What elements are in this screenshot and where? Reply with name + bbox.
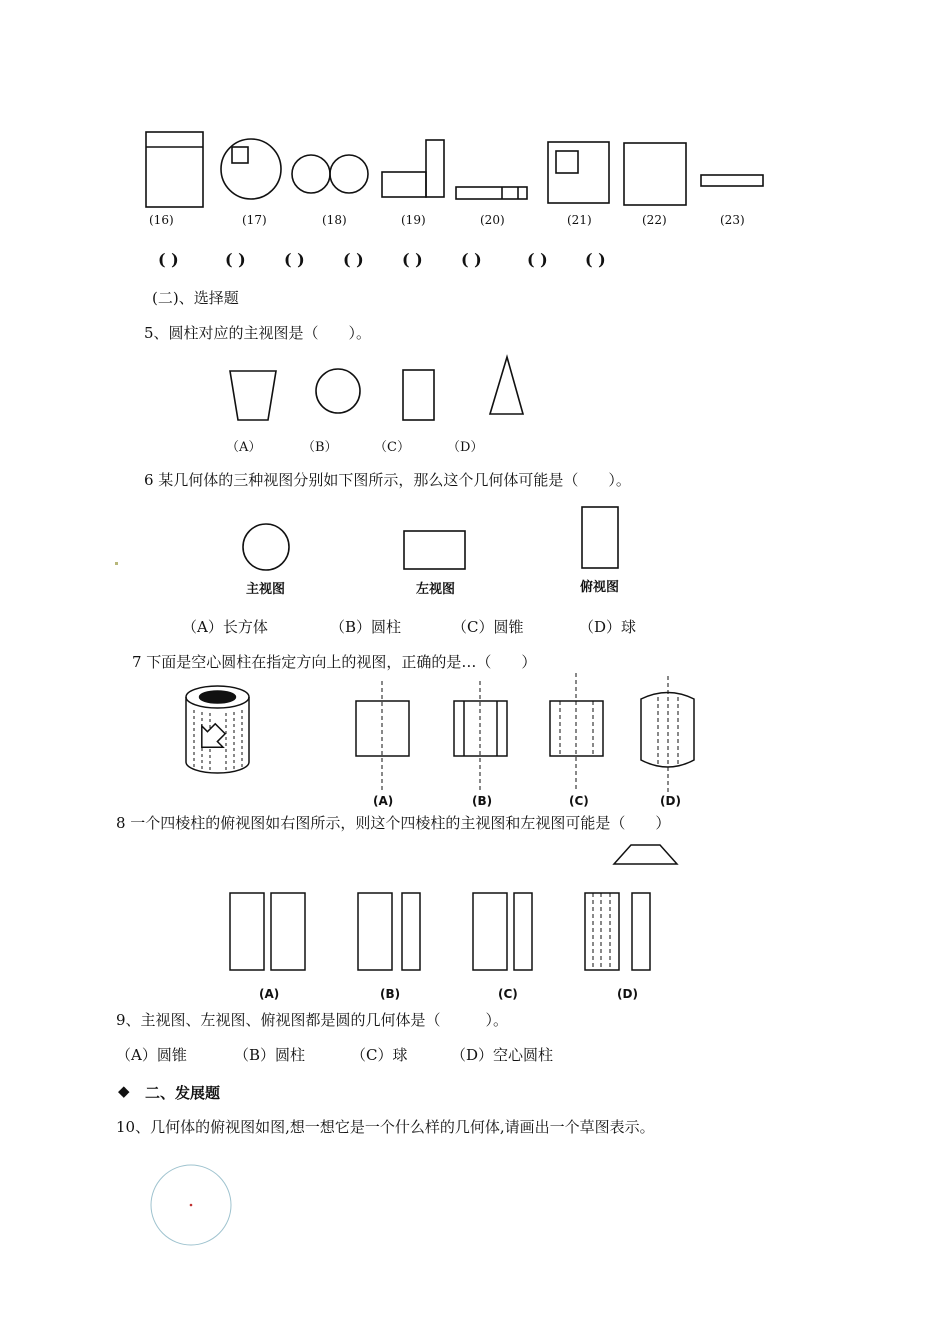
- option-label: （B）圆柱: [330, 618, 402, 636]
- q8-option-a-shape: [230, 893, 305, 970]
- option-label: (C): [498, 987, 518, 1001]
- answer-blank[interactable]: ( ): [343, 250, 364, 269]
- figure-16: [146, 132, 203, 207]
- answer-blank[interactable]: ( ): [585, 250, 606, 269]
- section-title: (二)、选择题: [152, 289, 239, 307]
- option-label: (B): [380, 987, 401, 1001]
- figure-18: [292, 155, 368, 193]
- figure-label: (19): [401, 213, 426, 227]
- q5-option-b-shape: [316, 369, 360, 413]
- q7-option-d-shape: [641, 676, 694, 792]
- figure-22: [624, 143, 686, 205]
- option-label: (A): [259, 987, 280, 1001]
- answer-blank[interactable]: ( ): [402, 250, 423, 269]
- answer-blank[interactable]: ( ): [158, 250, 179, 269]
- option-label: (D): [660, 794, 681, 808]
- question-8: 8 一个四棱柱的俯视图如右图所示，则这个四棱柱的主视图和左视图可能是（ ）: [116, 814, 671, 832]
- q5-option-a-shape: [230, 371, 276, 420]
- q8-option-b-shape: [358, 893, 420, 970]
- q8-option-d-shape: [585, 893, 650, 970]
- figure-label: (23): [720, 213, 745, 227]
- q10-top-view-circle: [151, 1165, 231, 1245]
- figure-23: [701, 175, 763, 186]
- answer-blank[interactable]: ( ): [225, 250, 246, 269]
- figure-20: [456, 187, 527, 199]
- option-label: (D): [617, 987, 638, 1001]
- option-label: （A）圆锥: [116, 1046, 187, 1064]
- option-label: (A): [373, 794, 394, 808]
- answer-blank[interactable]: ( ): [461, 250, 482, 269]
- figure-label: (22): [642, 213, 667, 227]
- view-label-top: 俯视图: [580, 580, 620, 595]
- figure-label: (17): [242, 213, 267, 227]
- q7-option-b-shape: [454, 681, 507, 792]
- figure-21: [548, 142, 609, 203]
- figure-17: [221, 139, 281, 199]
- q6-top-view-shape: [582, 507, 618, 568]
- option-label: (B): [472, 794, 493, 808]
- question-9: 9、主视图、左视图、俯视图都是圆的几何体是（ ）。: [116, 1011, 509, 1029]
- q8-option-c-shape: [473, 893, 532, 970]
- q7-option-a-shape: [356, 681, 409, 792]
- question-10: 10、几何体的俯视图如图,想一想它是一个什么样的几何体,请画出一个草图表示。: [116, 1118, 655, 1136]
- figure-19: [382, 140, 444, 197]
- q7-option-c-shape: [550, 673, 603, 792]
- option-label: （C）球: [351, 1046, 408, 1064]
- view-label-side: 左视图: [416, 582, 456, 597]
- option-label: （B）圆柱: [234, 1046, 306, 1064]
- answer-blank[interactable]: ( ): [284, 250, 305, 269]
- option-label: （B）: [302, 440, 338, 455]
- option-label: （C）: [374, 440, 410, 455]
- option-label: （A）: [226, 440, 262, 455]
- figure-label: (16): [149, 213, 174, 227]
- q6-front-view-shape: [243, 524, 289, 570]
- q6-side-view-shape: [404, 531, 465, 569]
- q5-option-d-shape: [490, 357, 523, 414]
- question-6: 6 某几何体的三种视图分别如下图所示，那么这个几何体可能是（ ）。: [144, 471, 631, 489]
- question-5: 5、圆柱对应的主视图是（ ）。: [144, 324, 372, 342]
- q5-option-c-shape: [403, 370, 434, 420]
- option-label: （D）球: [579, 618, 637, 636]
- figure-label: (21): [567, 213, 592, 227]
- q8-top-view-trapezoid: [614, 845, 677, 864]
- option-label: （A）长方体: [182, 618, 268, 636]
- view-label-front: 主视图: [246, 582, 286, 597]
- option-label: （C）圆锥: [452, 618, 524, 636]
- option-label: （D）: [447, 440, 484, 455]
- q7-hollow-cylinder: [186, 686, 249, 773]
- stray-dot: [115, 562, 118, 565]
- question-7: 7 下面是空心圆柱在指定方向上的视图，正确的是…（ ）: [132, 653, 537, 671]
- option-label: （D）空心圆柱: [451, 1046, 554, 1064]
- figure-label: (18): [322, 213, 347, 227]
- diamond-bullet-icon: ◆: [118, 1082, 130, 1100]
- option-label: (C): [569, 794, 589, 808]
- answer-blank[interactable]: ( ): [527, 250, 548, 269]
- section-title: 二、发展题: [145, 1084, 221, 1102]
- figure-label: (20): [480, 213, 505, 227]
